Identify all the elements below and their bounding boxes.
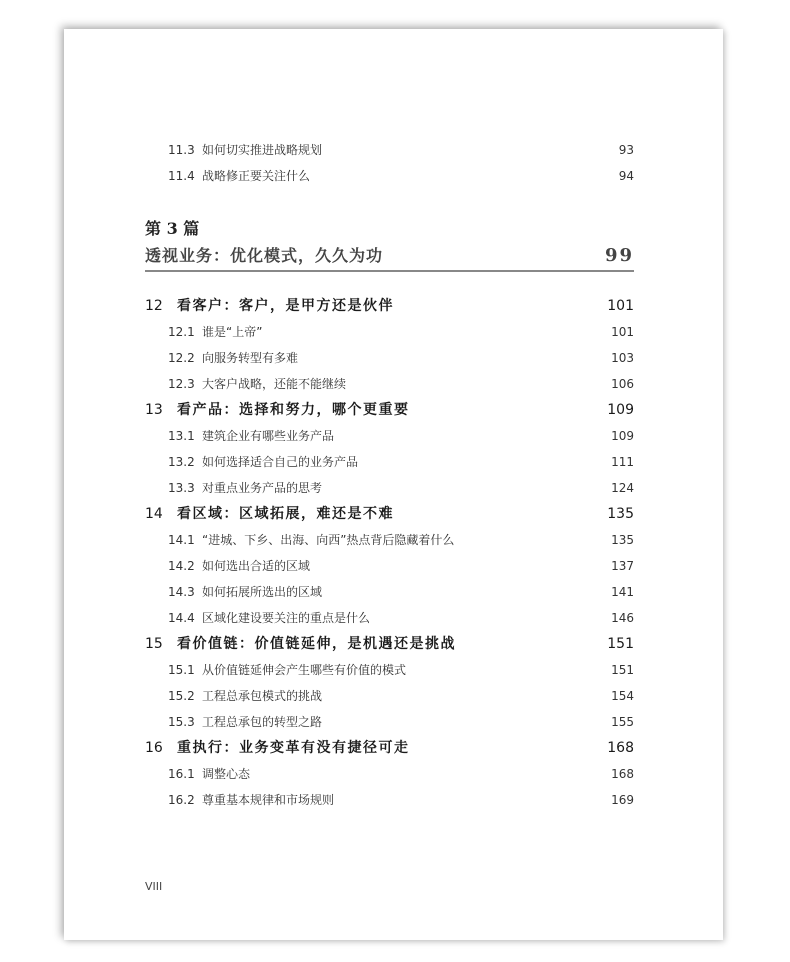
part-label: 第 3 篇 [145, 219, 200, 238]
entry-number: 14.4 [168, 611, 195, 625]
entry-number: 15 [145, 636, 163, 652]
toc-chapter-entry[interactable] [145, 501, 634, 527]
entry-number: 16 [145, 740, 163, 756]
entry-title: 如何拓展所选出的区域 [202, 585, 323, 599]
entry-title: 工程总承包的转型之路 [202, 715, 323, 729]
entry-page-number: 124 [611, 481, 634, 495]
entry-number: 15.2 [168, 689, 195, 703]
entry-number: 13.2 [168, 455, 195, 469]
toc-section-entry[interactable] [145, 449, 634, 475]
entry-title: 如何选出合适的区域 [202, 559, 311, 573]
entry-number: 13 [145, 402, 163, 418]
entry-number: 15.1 [168, 663, 195, 677]
entry-number: 14.2 [168, 559, 195, 573]
toc-chapter-entry[interactable] [145, 735, 634, 761]
entry-page-number: 109 [611, 429, 634, 443]
entry-number: 12 [145, 298, 163, 314]
entry-page-number: 94 [618, 169, 634, 183]
entry-title: 调整心态 [202, 767, 251, 781]
entry-title: “进城、下乡、出海、向西”热点背后隐藏着什么 [202, 533, 455, 547]
toc-section-entry[interactable] [145, 319, 634, 345]
toc-section-entry[interactable] [145, 371, 634, 397]
toc-section-entry[interactable] [145, 163, 634, 189]
entry-number: 14 [145, 506, 163, 522]
entry-page-number: 135 [607, 506, 634, 522]
toc-chapter-entry[interactable] [145, 397, 634, 423]
toc-section-entry[interactable] [145, 345, 634, 371]
entry-number: 12.1 [168, 325, 195, 339]
entry-page-number: 93 [618, 143, 634, 157]
toc-section-entry[interactable] [145, 137, 634, 163]
folio-page-number: VIII [145, 880, 163, 893]
entry-title: 看价值链：价值链延伸，是机遇还是挑战 [177, 636, 456, 652]
entry-page-number: 154 [611, 689, 634, 703]
entry-page-number: 146 [611, 611, 634, 625]
entry-number: 14.1 [168, 533, 195, 547]
entry-title: 区域化建设要关注的重点是什么 [202, 611, 371, 625]
toc-section-entry[interactable] [145, 709, 634, 735]
entry-number: 15.3 [168, 715, 195, 729]
toc-section-entry[interactable] [145, 553, 634, 579]
entry-title: 从价值链延伸会产生哪些有价值的模式 [202, 663, 407, 677]
entry-number: 13.3 [168, 481, 195, 495]
entry-number: 16.1 [168, 767, 195, 781]
part-title: 透视业务：优化模式，久久为功 [145, 246, 384, 265]
entry-page-number: 109 [607, 402, 634, 418]
entry-page-number: 151 [611, 663, 634, 677]
entry-number: 13.1 [168, 429, 195, 443]
part-heading[interactable] [145, 243, 634, 269]
entry-page-number: 137 [611, 559, 634, 573]
entry-number: 12.3 [168, 377, 195, 391]
entry-page-number: 101 [611, 325, 634, 339]
entry-number: 12.2 [168, 351, 195, 365]
entry-title: 谁是“上帝” [202, 325, 263, 339]
entry-page-number: 168 [611, 767, 634, 781]
toc-section-entry[interactable] [145, 761, 634, 787]
entry-page-number: 141 [611, 585, 634, 599]
entry-title: 看区域：区域拓展，难还是不难 [177, 506, 394, 522]
entry-page-number: 169 [611, 793, 634, 807]
entry-title: 对重点业务产品的思考 [202, 481, 323, 495]
entry-title: 大客户战略，还能不能继续 [202, 377, 347, 391]
entry-title: 向服务转型有多难 [202, 351, 299, 365]
entry-title: 工程总承包模式的挑战 [202, 689, 323, 703]
entry-title: 如何切实推进战略规划 [202, 143, 323, 157]
toc-section-entry[interactable] [145, 657, 634, 683]
entry-number: 11.3 [168, 143, 195, 157]
entry-title: 建筑企业有哪些业务产品 [202, 429, 335, 443]
entry-title: 看客户：客户，是甲方还是伙伴 [177, 298, 394, 314]
entry-number: 14.3 [168, 585, 195, 599]
entry-page-number: 168 [607, 740, 634, 756]
toc-chapter-entry[interactable] [145, 631, 634, 657]
entry-page-number: 111 [611, 455, 634, 469]
toc-section-entry[interactable] [145, 683, 634, 709]
entry-page-number: 101 [607, 298, 634, 314]
toc-section-entry[interactable] [145, 475, 634, 501]
toc-section-entry[interactable] [145, 605, 634, 631]
entry-number: 11.4 [168, 169, 195, 183]
toc-section-entry[interactable] [145, 527, 634, 553]
toc-chapter-entry[interactable] [145, 293, 634, 319]
entry-page-number: 103 [611, 351, 634, 365]
entry-title: 重执行：业务变革有没有捷径可走 [177, 740, 410, 756]
entry-title: 尊重基本规律和市场规则 [202, 793, 335, 807]
entry-page-number: 151 [607, 636, 634, 652]
entry-page-number: 106 [611, 377, 634, 391]
entry-number: 16.2 [168, 793, 195, 807]
toc-section-entry[interactable] [145, 579, 634, 605]
toc-section-entry[interactable] [145, 787, 634, 813]
toc-section-entry[interactable] [145, 423, 634, 449]
entry-title: 如何选择适合自己的业务产品 [202, 455, 359, 469]
entry-page-number: 135 [611, 533, 634, 547]
entry-page-number: 155 [611, 715, 634, 729]
part-divider [145, 270, 634, 272]
entry-title: 看产品：选择和努力，哪个更重要 [177, 402, 410, 418]
entry-title: 战略修正要关注什么 [202, 169, 311, 183]
part-page-number: 99 [604, 245, 634, 266]
